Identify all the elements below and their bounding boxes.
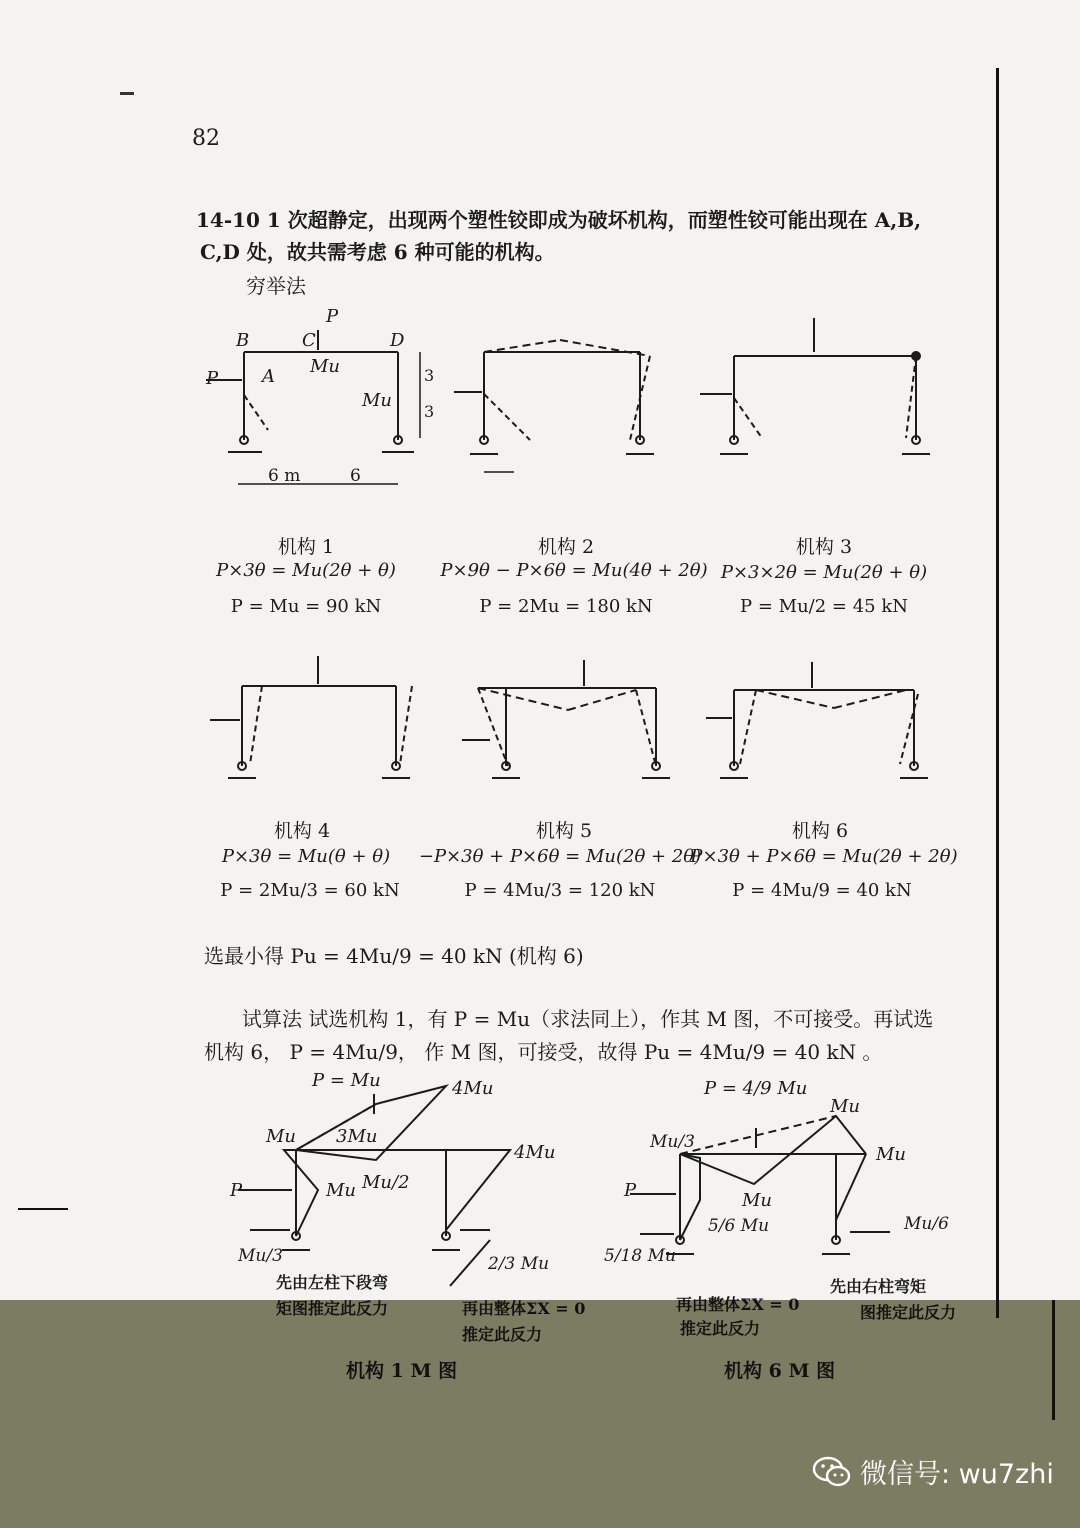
watermark-text: 微信号: wu7zhi (860, 1459, 1054, 1490)
md1-mu-col: Mu (326, 1180, 357, 1201)
md1-mu-third: Mu/3 (238, 1246, 283, 1266)
dim-3-upper: 3 (424, 366, 435, 385)
note-mid-whole-2: 推定此反力 (680, 1319, 761, 1338)
dim-6: 6 (350, 466, 361, 486)
dim-6m: 6 m (268, 466, 301, 486)
label-A: A (262, 366, 275, 387)
mech2-equation: P×9θ − P×6θ = Mu(4θ + 2θ) (440, 560, 708, 581)
label-Mu-col: Mu (362, 390, 393, 411)
md1-p: P (230, 1180, 243, 1201)
scan-mark-left (18, 1208, 68, 1210)
wechat-watermark (812, 1452, 1054, 1491)
caption-right: 机构 6 M 图 (724, 1360, 836, 1382)
mech6-frame (706, 662, 928, 778)
mech4-equation: P×3θ = Mu(θ + θ) (221, 846, 391, 867)
wechat-icon (812, 1454, 852, 1490)
label-C: C (302, 330, 316, 351)
md6-mu-mid: Mu (742, 1190, 773, 1211)
scan-edge-line (996, 68, 999, 1318)
mech4-frame (210, 656, 412, 778)
page-number: 82 (192, 126, 220, 151)
note-whole: 再由整体ΣX = 0 (462, 1299, 586, 1318)
md1-3mu: 3Mu (336, 1126, 378, 1147)
mech2-title: 机构 2 (537, 536, 595, 558)
md1-mu: Mu (266, 1126, 297, 1147)
md6-five-sixth: 5/6 Mu (708, 1216, 770, 1236)
md1-4mu-right: 4Mu (514, 1142, 556, 1163)
label-B: B (236, 330, 250, 351)
scan-edge-line-lower (1052, 1300, 1055, 1420)
md6-five-18th: 5/18 Mu (604, 1246, 676, 1266)
note-whole-2: 推定此反力 (462, 1325, 543, 1344)
md1-p-eq: P = Mu (312, 1070, 381, 1091)
note-left-col: 先由左柱下段弯 (276, 1273, 389, 1292)
mech6-result: P = 4Mu/9 = 40 kN (732, 880, 912, 901)
scan-speck (120, 92, 134, 95)
trial-line-2: 机构 6， P = 4Mu/9， 作 M 图，可接受，故得 Pu = 4Mu/9 = 40 kN 。 (204, 1040, 883, 1064)
label-P-top: P (326, 306, 339, 327)
dim-3-lower: 3 (424, 402, 435, 421)
note-right-col-2: 图推定此反力 (860, 1303, 957, 1322)
mech1-equation: P×3θ = Mu(2θ + θ) (216, 560, 396, 581)
label-Mu-beam: Mu (310, 356, 341, 377)
mech3-equation: P×3×2θ = Mu(2θ + θ) (720, 562, 928, 583)
md1-mu-half: Mu/2 (362, 1172, 410, 1193)
mech6-equation: P×3θ + P×6θ = Mu(2θ + 2θ) (690, 846, 958, 867)
problem-line-1: 14-10 1 次超静定，出现两个塑性铰即成为破坏机构，而塑性铰可能出现在 A,B, (196, 208, 922, 232)
mech4-result: P = 2Mu/3 = 60 kN (220, 880, 400, 901)
mech3-frame (700, 318, 930, 454)
note-mid-whole: 再由整体ΣX = 0 (676, 1295, 800, 1314)
md1-two-third: 2/3 Mu (488, 1254, 550, 1274)
mech1-result: P = Mu = 90 kN (230, 596, 382, 617)
mech6-title: 机构 6 (791, 820, 849, 842)
trial-line-1: 试算法 试选机构 1，有 P = Mu（求法同上），作其 M 图，不可接受。再试选 (242, 1007, 934, 1031)
md6-p: P (624, 1180, 637, 1201)
mech3-title: 机构 3 (795, 536, 853, 558)
md6-p-eq: P = 4/9 Mu (704, 1078, 808, 1099)
note-left-col-2: 矩图推定此反力 (276, 1299, 389, 1318)
label-P-side: P (206, 368, 219, 389)
mech2-frame (454, 340, 654, 472)
mech1-title: 机构 1 (277, 536, 335, 558)
mech4-title: 机构 4 (273, 820, 331, 842)
mech5-frame (462, 660, 670, 778)
md6-mu-third: Mu/3 (650, 1132, 695, 1152)
label-D: D (390, 330, 405, 351)
md6-mu-top: Mu (830, 1096, 861, 1117)
enum-method-heading: 穷举法 (246, 274, 306, 298)
selection-line: 选最小得 Pu = 4Mu/9 = 40 kN (机构 6) (204, 944, 584, 968)
problem-line-2: C,D 处，故共需考虑 6 种可能的机构。 (200, 240, 555, 264)
md1-4mu-top: 4Mu (452, 1078, 494, 1099)
mech2-result: P = 2Mu = 180 kN (479, 596, 653, 617)
mech5-result: P = 4Mu/3 = 120 kN (464, 880, 656, 901)
mech3-result: P = Mu/2 = 45 kN (740, 596, 908, 617)
md6-mu-right: Mu (876, 1144, 907, 1165)
md6-mu-sixth: Mu/6 (904, 1214, 949, 1234)
mech5-title: 机构 5 (535, 820, 593, 842)
mech5-equation: −P×3θ + P×6θ = Mu(2θ + 2θ) (418, 846, 702, 867)
caption-left: 机构 1 M 图 (346, 1360, 458, 1382)
note-right-col: 先由右柱弯矩 (830, 1277, 927, 1296)
